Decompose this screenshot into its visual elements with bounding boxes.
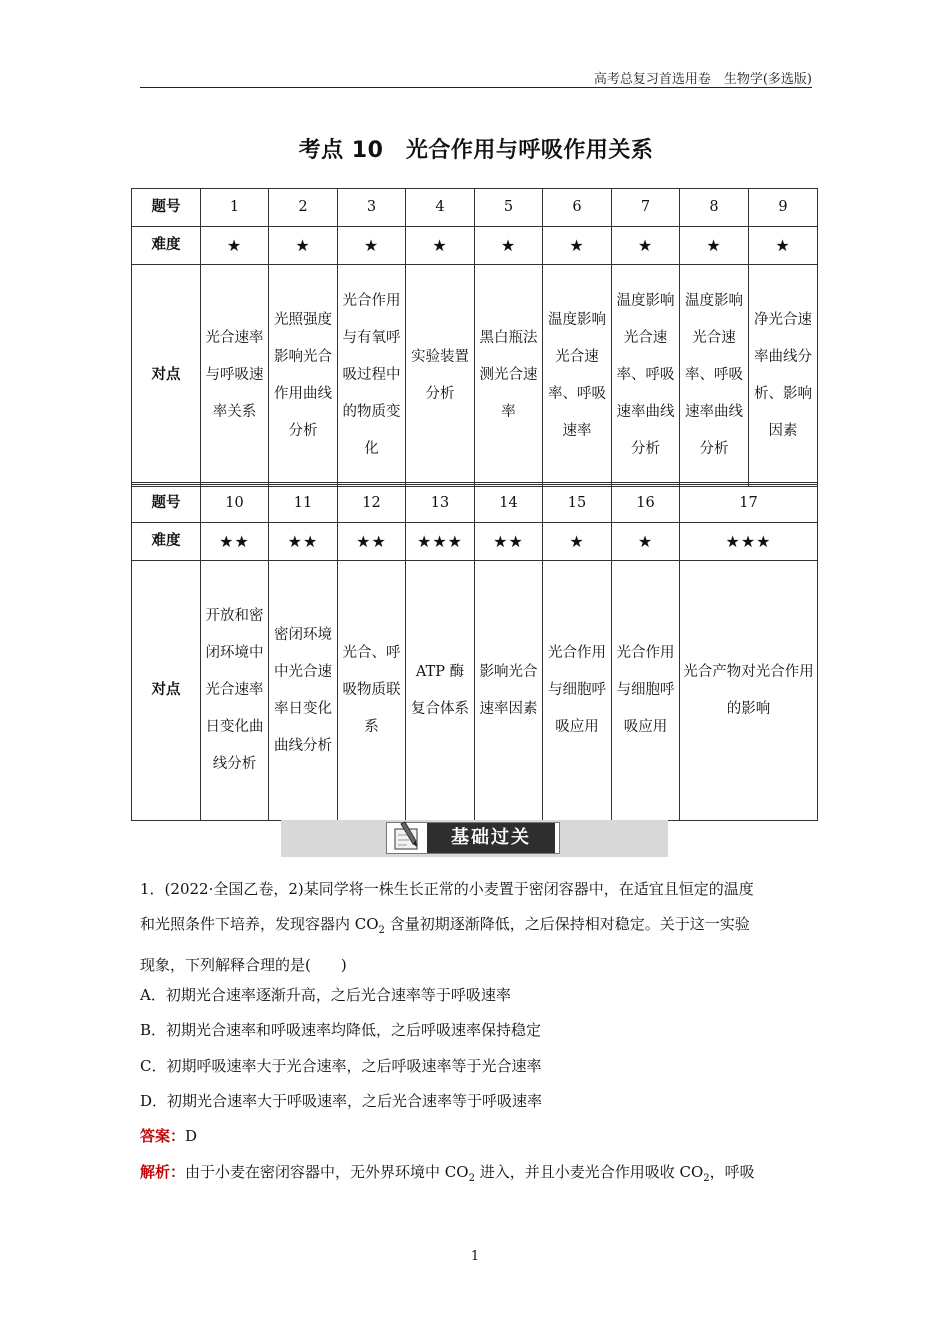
question-number: 5 [475,189,543,227]
answer-label: 答案： [140,1127,186,1145]
topic-cell: 光合作用与细胞呼吸应用 [543,561,612,821]
answer-line [140,1119,812,1154]
difficulty-stars: ★ [338,227,406,265]
table2-difficulty-row [132,523,818,561]
analysis-line [140,1155,812,1196]
question-number: 15 [543,484,612,523]
question-number: 3 [338,189,406,227]
row-label: 对点 [132,265,201,487]
topic-cell: 光合产物对光合作用的影响 [680,561,818,821]
topic-cell: ATP 酶复合体系 [406,561,475,821]
topic-table-2 [131,482,818,821]
difficulty-stars: ★★ [269,523,338,561]
difficulty-stars: ★★ [475,523,543,561]
question-number: 14 [475,484,543,523]
topic-cell: 温度影响光合速率、呼吸速率曲线分析 [680,265,749,487]
difficulty-stars: ★★ [201,523,269,561]
banner-box [386,822,560,854]
row-label: 题号 [132,484,201,523]
topic-cell: 净光合速率曲线分析、影响因素 [749,265,818,487]
table2-number-row [132,484,818,523]
answer-value: D [185,1127,198,1145]
header-rule [140,87,812,88]
question-number: 8 [680,189,749,227]
question-stem [140,872,812,983]
question-number: 4 [406,189,475,227]
topic-cell: 温度影响光合速率、呼吸速率曲线分析 [612,265,680,487]
difficulty-stars: ★ [612,227,680,265]
subscript: 2 [703,1173,710,1184]
difficulty-stars: ★ [543,523,612,561]
section-title: 考点 10 光合作用与呼吸作用关系 [298,138,654,163]
table2-topic-row [132,561,818,821]
stem-text: 和光照条件下培养，发现容器内 CO [140,915,379,933]
question-number: 12 [338,484,406,523]
question-number: 9 [749,189,818,227]
topic-cell: 密闭环境中光合速率日变化曲线分析 [269,561,338,821]
topic-cell: 实验装置分析 [406,265,475,487]
option-a: A．初期光合速率逐渐升高，之后光合速率等于呼吸速率 [140,986,511,1004]
subscript: 2 [468,1173,475,1184]
option-d: D．初期光合速率大于呼吸速率，之后光合速率等于呼吸速率 [140,1092,543,1110]
difficulty-stars: ★★ [338,523,406,561]
topic-table-1 [131,188,818,487]
topic-cell: 光合速率与呼吸速率关系 [201,265,269,487]
row-label: 难度 [132,227,201,265]
section-banner [281,820,668,857]
analysis-label: 解析： [140,1163,186,1181]
option-b: B．初期光合速率和呼吸速率均降低，之后呼吸速率保持稳定 [140,1021,542,1039]
running-header: 高考总复习首选用卷 生物学(多选版) [593,72,812,87]
question-number: 2 [269,189,338,227]
difficulty-stars: ★ [543,227,612,265]
table1-number-row [132,189,818,227]
table1-difficulty-row [132,227,818,265]
row-label: 对点 [132,561,201,821]
question-number: 7 [612,189,680,227]
row-label: 题号 [132,189,201,227]
difficulty-stars: ★ [475,227,543,265]
difficulty-stars: ★ [269,227,338,265]
banner-label: 基础过关 [427,823,555,853]
stem-line: 现象，下列解释合理的是( ) [140,956,347,974]
difficulty-stars: ★★★ [406,523,475,561]
topic-cell: 光合作用与有氧呼吸过程中的物质变化 [338,265,406,487]
question-number: 17 [680,484,818,523]
page-number: 1 [470,1249,480,1264]
difficulty-stars: ★ [201,227,269,265]
topic-cell: 黑白瓶法测光合速率 [475,265,543,487]
stem-text: 含量初期逐渐降低，之后保持相对稳定。关于这一实验 [384,915,750,933]
difficulty-stars: ★★★ [680,523,818,561]
question-number: 10 [201,484,269,523]
topic-cell: 影响光合速率因素 [475,561,543,821]
difficulty-stars: ★ [406,227,475,265]
topic-cell: 光合作用与细胞呼吸应用 [612,561,680,821]
question-number: 6 [543,189,612,227]
topic-cell: 光照强度影响光合作用曲线分析 [269,265,338,487]
topic-cell: 开放和密闭环境中光合速率日变化曲线分析 [201,561,269,821]
option-c: C．初期呼吸速率大于光合速率，之后呼吸速率等于光合速率 [140,1057,542,1075]
row-label: 难度 [132,523,201,561]
topic-cell: 光合、呼吸物质联系 [338,561,406,821]
difficulty-stars: ★ [612,523,680,561]
question-number: 11 [269,484,338,523]
analysis-text: 由于小麦在密闭容器中，无外界环境中 CO [185,1163,469,1181]
analysis-text: 进入，并且小麦光合作用吸收 CO [474,1163,704,1181]
pencil-icon [391,821,423,853]
question-number: 16 [612,484,680,523]
question-number: 1 [201,189,269,227]
stem-line [140,907,812,948]
table1-topic-row [132,265,818,487]
stem-line: 1．(2022·全国乙卷，2)某同学将一株生长正常的小麦置于密闭容器中，在适宜且恒定的温度 [140,880,754,898]
topic-cell: 温度影响光合速率、呼吸速率 [543,265,612,487]
analysis-text: ，呼吸 [709,1163,755,1181]
question-number: 13 [406,484,475,523]
difficulty-stars: ★ [749,227,818,265]
difficulty-stars: ★ [680,227,749,265]
subscript: 2 [378,925,385,936]
